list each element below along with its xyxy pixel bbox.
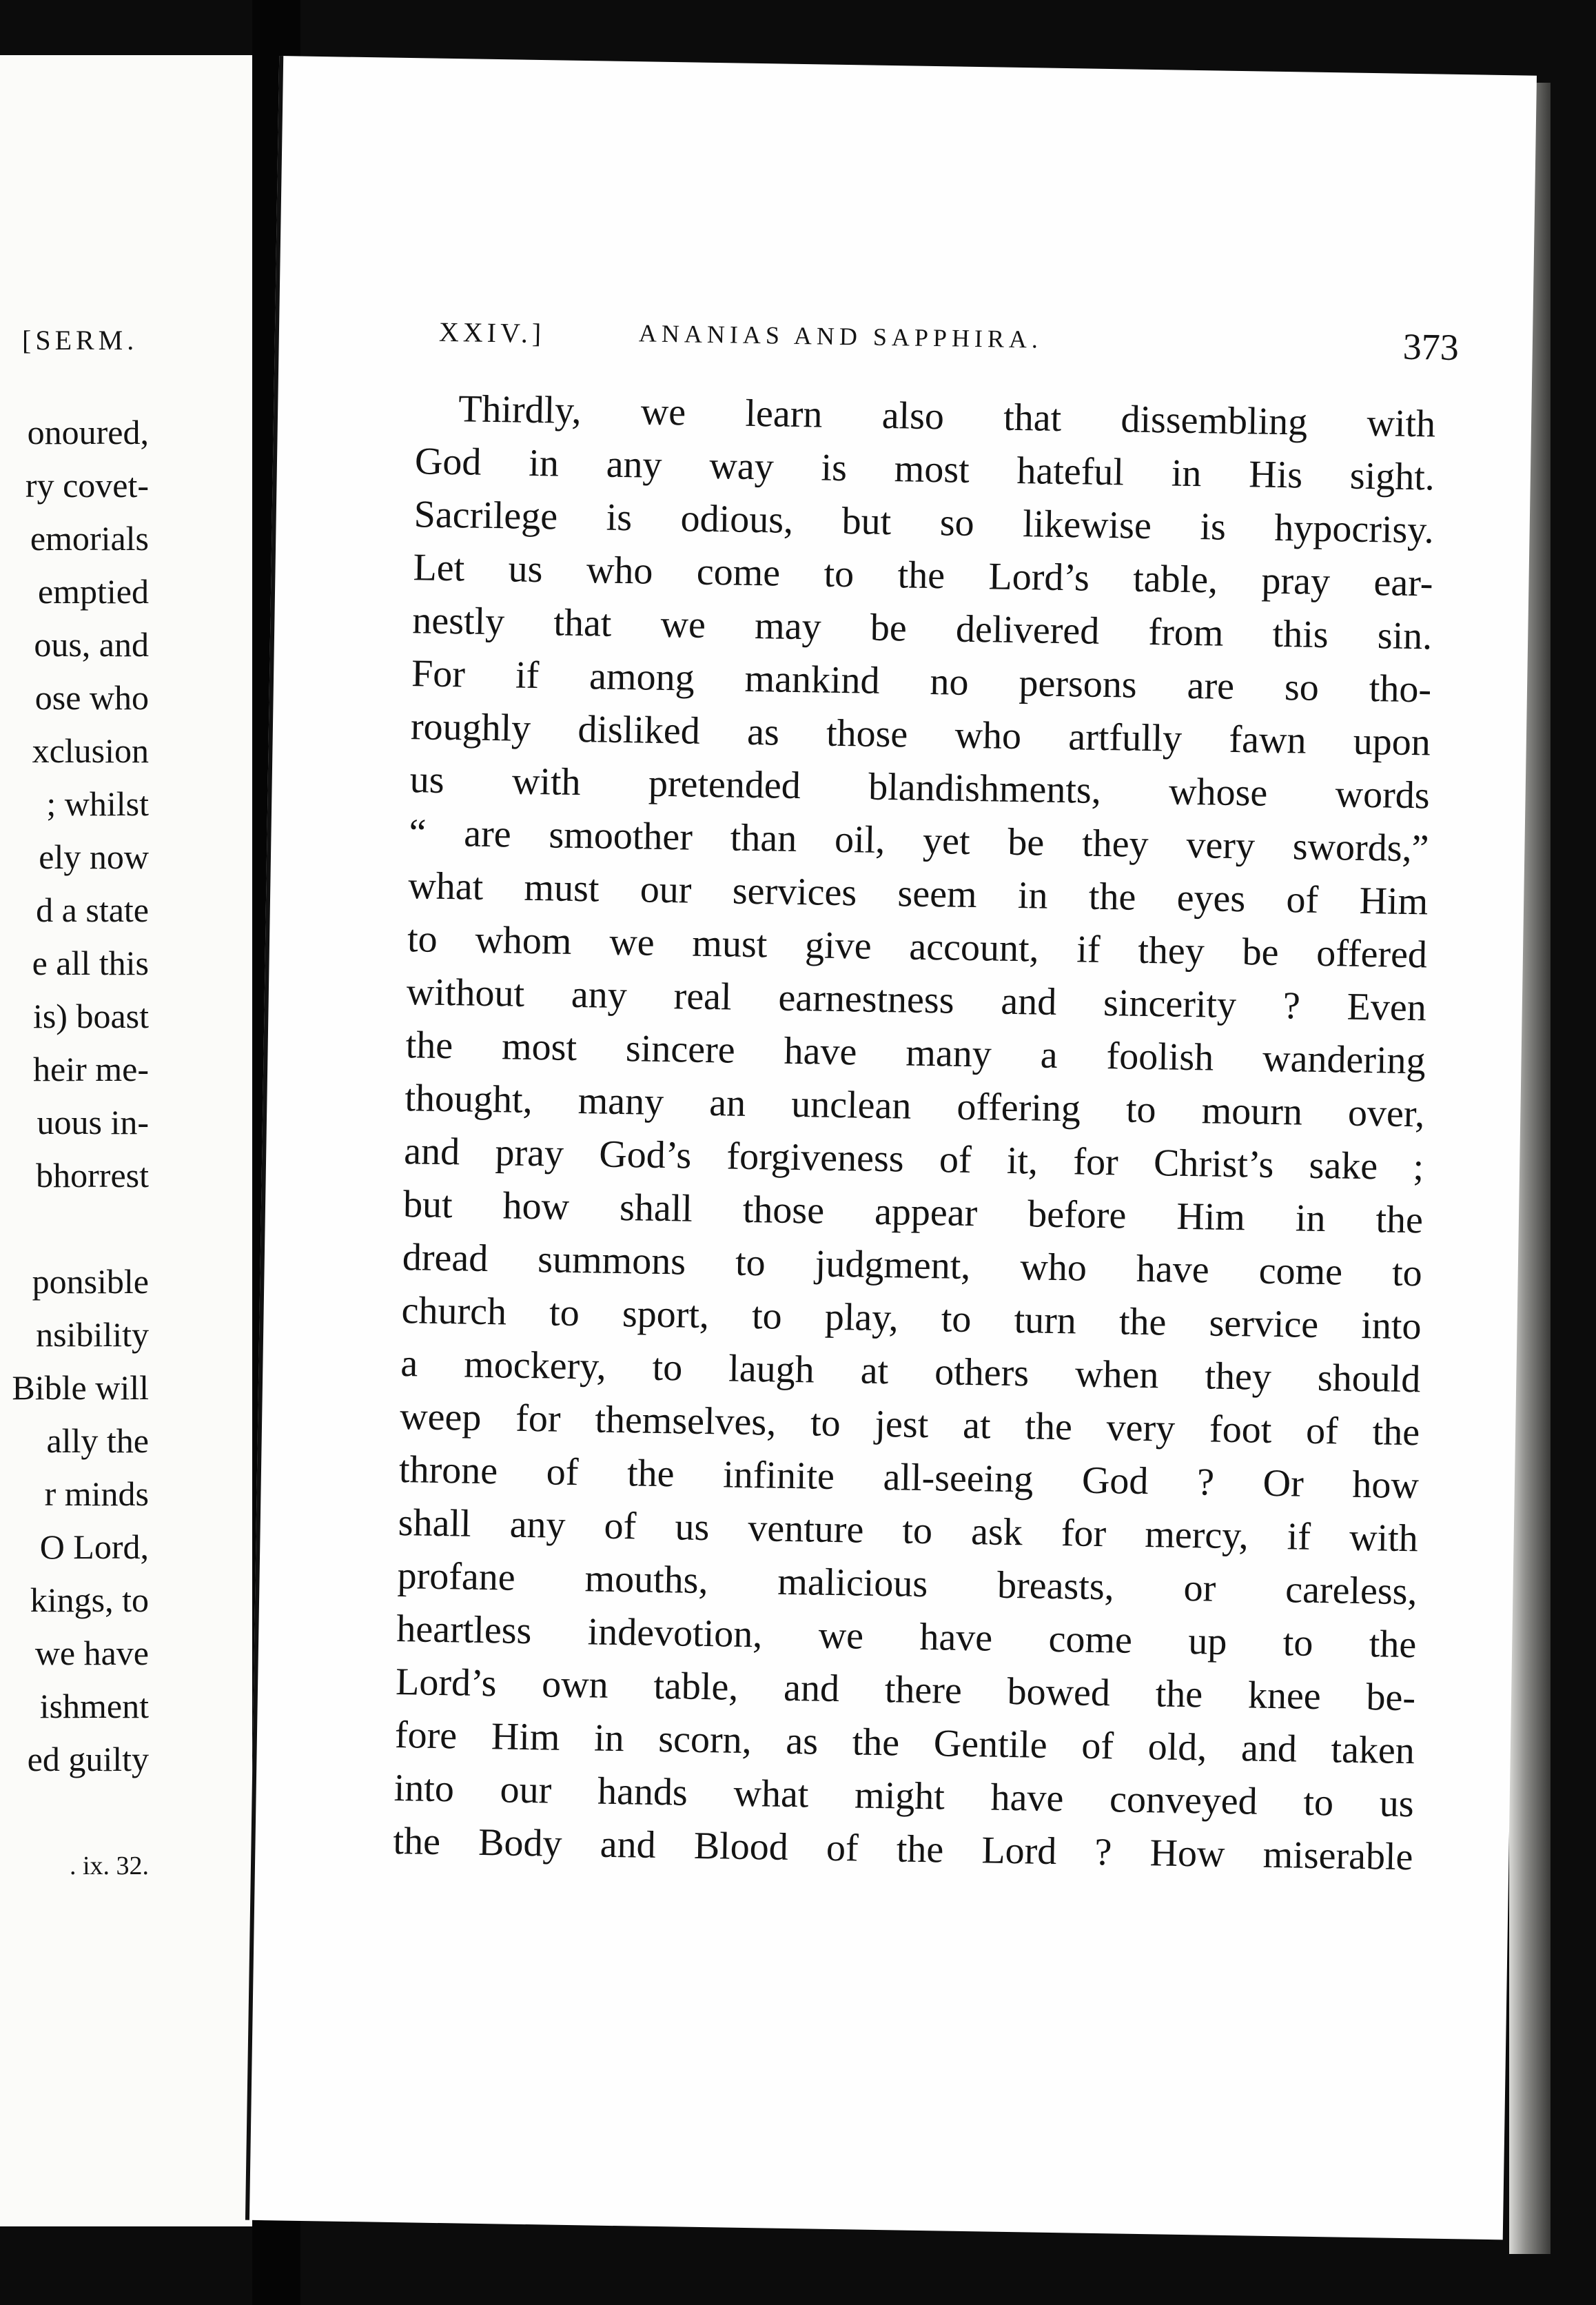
- text-line: God in any way is most hateful in His sight.: [414, 440, 1435, 499]
- text-line: Let us who come to the Lord’s table, pray ear-: [413, 546, 1433, 605]
- left-text-line: r minds: [44, 1474, 149, 1513]
- left-text-line: O Lord,: [39, 1527, 149, 1566]
- body-text: [393, 382, 1436, 1884]
- left-text-line: Bible will: [12, 1368, 149, 1407]
- sermon-number: XXIV.]: [438, 316, 546, 349]
- text-line: weep for themselves, to jest at the very foot of the: [399, 1395, 1420, 1454]
- text-line: shall any of us venture to ask for mercy, if with: [398, 1501, 1419, 1561]
- left-text-line: ally the: [46, 1421, 149, 1460]
- left-text-line: xclusion: [32, 731, 149, 770]
- text-line: nestly that we may be delivered from this sin.: [411, 599, 1433, 658]
- left-text-line: e all this: [32, 944, 149, 982]
- left-running-head: [SERM.: [22, 325, 139, 356]
- left-text-line: kings, to: [30, 1581, 149, 1619]
- text-line: dread summons to judgment, who have come to: [402, 1236, 1423, 1295]
- left-footnote: . ix. 32.: [69, 1851, 149, 1880]
- text-line: thought, many an unclean offering to mourn over,: [405, 1077, 1425, 1136]
- text-line: into our hands what might have conveyed to us: [393, 1766, 1415, 1826]
- left-text-line: nsibility: [36, 1315, 149, 1354]
- text-line: but how shall those appear before Him in the: [402, 1183, 1424, 1242]
- left-text-line: ishment: [39, 1687, 149, 1725]
- left-text-line: ; whilst: [46, 784, 149, 823]
- text-line: church to sport, to play, to turn the service into: [401, 1289, 1422, 1348]
- left-text-line: emorials: [30, 519, 149, 558]
- text-line: Lord’s own table, and there bowed the knee be-: [395, 1661, 1416, 1720]
- text-line: Sacrilege is odious, but so likewise is hypocrisy.: [413, 493, 1435, 552]
- text-line: to whom we must give account, if they be offered: [407, 917, 1428, 977]
- left-text-line: we have: [34, 1634, 149, 1672]
- left-text-line: emptied: [37, 572, 149, 611]
- page-title: ANANIAS AND SAPPHIRA.: [638, 319, 1043, 354]
- text-line: profane mouths, malicious breasts, or careless,: [397, 1554, 1418, 1614]
- left-text-line: ous, and: [34, 625, 149, 664]
- text-line: the Body and Blood of the Lord ? How miserable: [393, 1819, 1413, 1879]
- running-head: [438, 310, 1459, 374]
- page-number: 373: [1402, 325, 1460, 368]
- text-line: throne of the infinite all-seeing God ? Or how: [398, 1448, 1420, 1507]
- left-text-line: onoured,: [27, 413, 149, 451]
- text-line: a mockery, to laugh at others when they should: [400, 1342, 1421, 1401]
- text-line: “ are smoother than oil, yet be they very swords,”: [409, 811, 1429, 871]
- text-line: the most sincere have many a foolish wandering: [405, 1024, 1426, 1083]
- left-text-line: is) boast: [32, 997, 149, 1035]
- text-line: fore Him in scorn, as the Gentile of old, and taken: [394, 1714, 1415, 1773]
- left-text-line: ose who: [34, 678, 149, 717]
- left-page: [0, 55, 252, 2226]
- text-line: what must our services seem in the eyes of Him: [407, 864, 1429, 924]
- left-text-line: ed guilty: [27, 1740, 149, 1778]
- text-line: without any real earnestness and sincerity ? Even: [406, 971, 1427, 1030]
- text-line: us with pretended blandishments, whose words: [409, 758, 1431, 818]
- left-text-line: bhorrest: [36, 1156, 149, 1195]
- text-line: For if among mankind no persons are so tho-: [411, 652, 1432, 711]
- text-line: and pray God’s forgiveness of it, for Christ’s sake ;: [403, 1130, 1424, 1189]
- text-line: Thirdly, we learn also that dissembling with: [458, 387, 1436, 446]
- text-line: roughly disliked as those who artfully fawn upon: [410, 705, 1431, 764]
- left-text-line: heir me-: [33, 1050, 149, 1088]
- left-text-line: ry covet-: [25, 466, 149, 505]
- left-text-line: ely now: [39, 837, 149, 876]
- left-text-line: d a state: [36, 891, 149, 929]
- left-text-line: ponsible: [32, 1262, 149, 1301]
- text-line: heartless indevotion, we have come up to the: [396, 1607, 1417, 1667]
- left-text-line: uous in-: [37, 1103, 149, 1141]
- right-page: [245, 56, 1537, 2240]
